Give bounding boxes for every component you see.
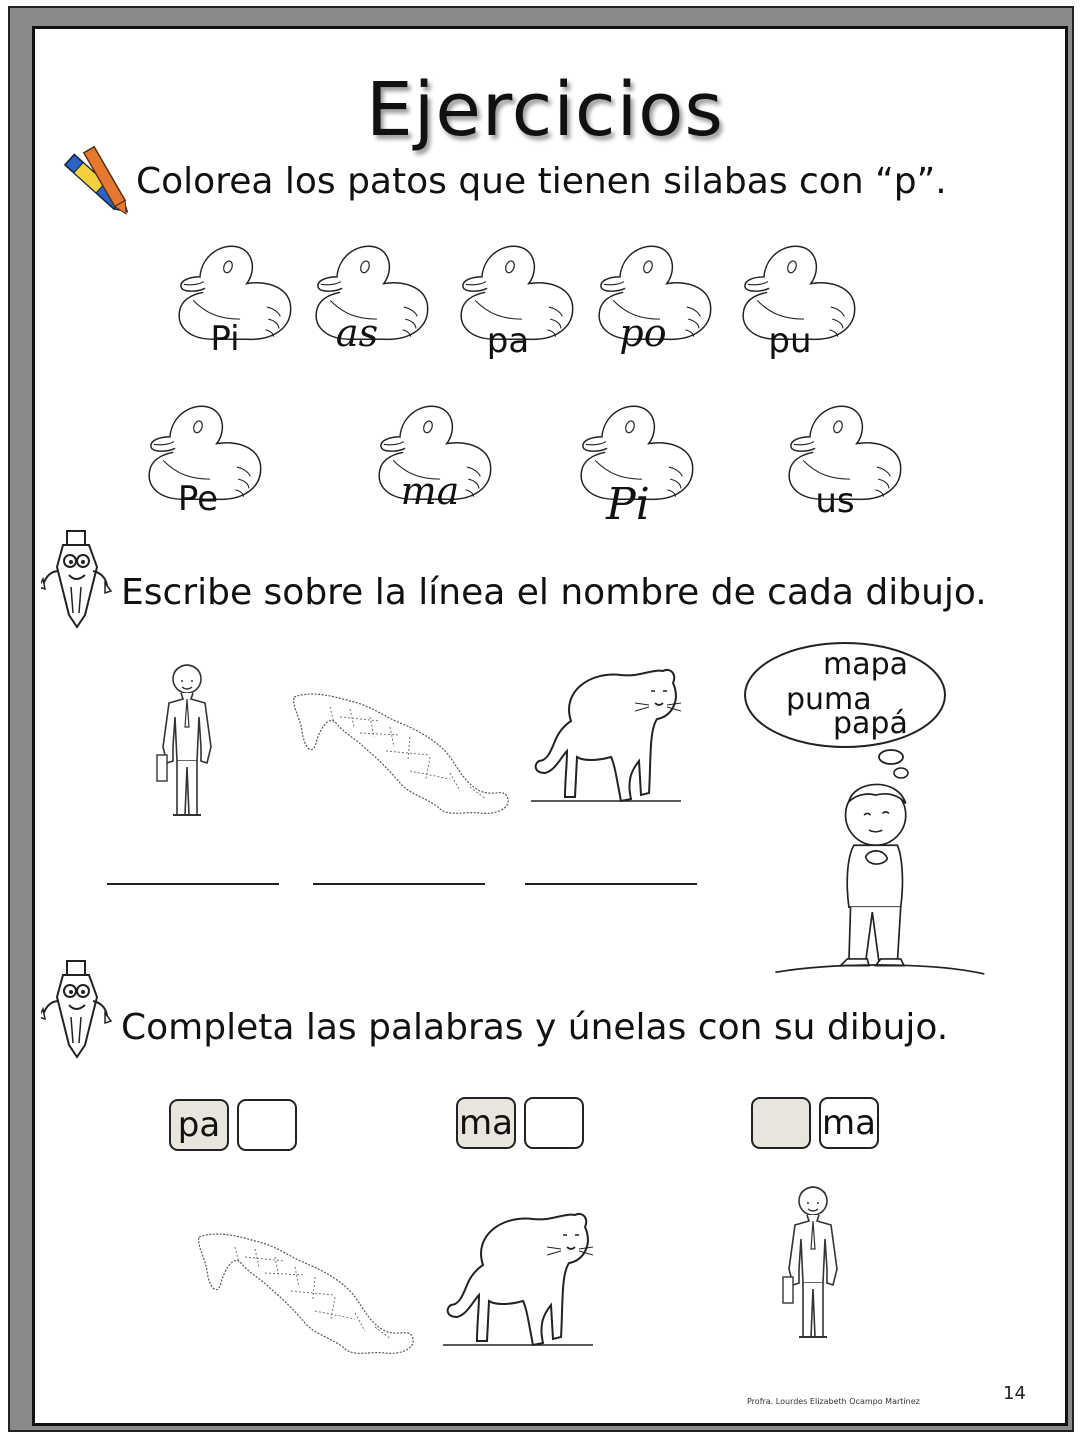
page-title: Ejercicios (366, 67, 724, 153)
syllable-box-filled: pa (169, 1099, 229, 1151)
syllable-box-blank[interactable] (751, 1097, 811, 1149)
duck-syllable: us (815, 481, 855, 521)
syllable-box-blank[interactable] (237, 1099, 297, 1151)
duck-syllable: pu (768, 321, 812, 361)
puma-illustration (443, 1205, 593, 1355)
duck-syllable: as (335, 311, 379, 355)
duck-syllable: ma (400, 469, 460, 513)
mexico-map-illustration (290, 687, 514, 821)
duck-syllable: po (619, 311, 667, 355)
duck-syllable: pa (486, 321, 530, 361)
man-illustration (773, 1179, 853, 1351)
pencil-character-icon (41, 957, 113, 1063)
duck-syllable: Pi (606, 479, 650, 530)
mexico-map-illustration (195, 1227, 419, 1361)
footer-author: Profra. Lourdes Elizabeth Ocampo Martínez (747, 1397, 920, 1406)
answer-line-1[interactable] (107, 883, 279, 885)
pencil-character-icon (41, 527, 113, 633)
page-border (8, 6, 1074, 1432)
crayon-icon (61, 141, 133, 223)
duck-syllable: Pe (177, 479, 219, 519)
duck-syllable: Pi (210, 319, 240, 359)
puma-illustration (531, 661, 681, 811)
answer-line-3[interactable] (525, 883, 697, 885)
instruction-colorea: Colorea los patos que tienen silabas con “p”. (136, 161, 947, 202)
bubble-word-mapa: mapa (823, 647, 909, 682)
syllable-box-filled: ma (819, 1097, 879, 1149)
worksheet (32, 26, 1068, 1426)
instruction-escribe: Escribe sobre la línea el nombre de cada dibujo. (121, 572, 987, 613)
bubble-word-puma: puma (786, 682, 872, 717)
page-number: 14 (1003, 1383, 1026, 1404)
thinking-boy-illustration (767, 765, 1001, 979)
syllable-box-blank[interactable] (524, 1097, 584, 1149)
instruction-completa: Completa las palabras y únelas con su dibujo. (121, 1007, 949, 1048)
bubble-word-papa: papá (833, 706, 908, 741)
man-illustration (147, 657, 227, 829)
syllable-box-filled: ma (456, 1097, 516, 1149)
answer-line-2[interactable] (313, 883, 485, 885)
